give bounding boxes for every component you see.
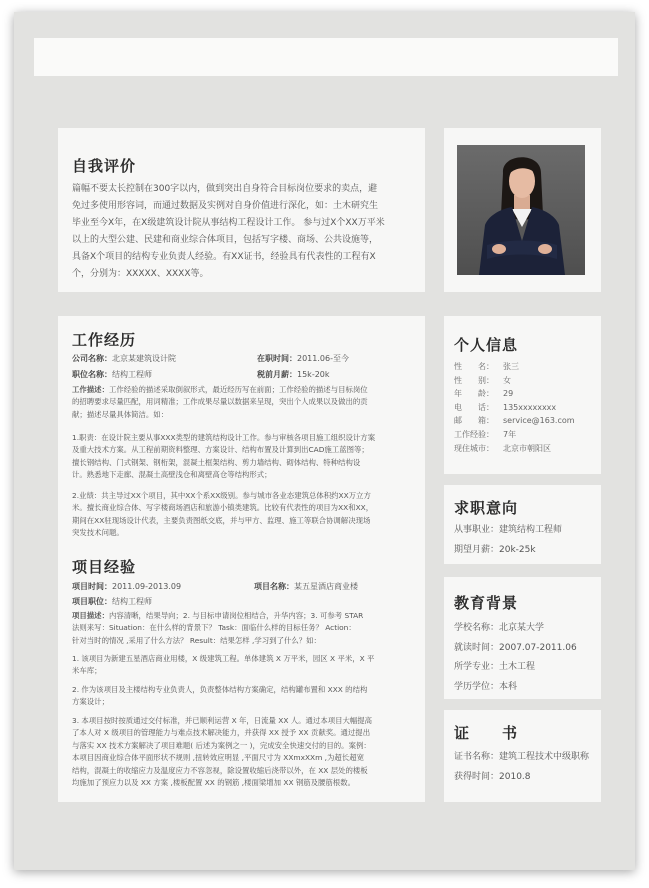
info-phone: 电 话： 135xxxxxxxx bbox=[454, 402, 557, 412]
item3-line: 了本人对 X 级项目的管理能力与难点技术解决能力，并获得 XX 授予 XX 贡献奖。通过提出 bbox=[72, 728, 371, 738]
job-intention-title: 求职意向 bbox=[454, 499, 519, 517]
project-name-label: 项目名称： bbox=[254, 582, 294, 591]
duty-line: 及重大技术方案。从工程前期资料整理、方案设计、结构布置及计算到出CAD施工蓝图等； bbox=[72, 445, 369, 455]
project-role-label: 项目职位： bbox=[72, 597, 112, 606]
edu-major: 所学专业：土木工程 bbox=[454, 662, 536, 672]
info-city: 现住城市： 北京市朝阳区 bbox=[454, 443, 551, 453]
project-title: 项目经验 bbox=[72, 558, 137, 576]
item3-line: 本项目因商业综合体平面形状不规则 ,扭转效应明显 ,平面尺寸为 XXmxXXm ,为超长超宽 bbox=[72, 753, 364, 763]
project-item-1 bbox=[72, 653, 417, 678]
self-eval-line: 篇幅不要太长控制在300字以内，做到突出自身符合目标岗位要求的卖点，避 bbox=[72, 184, 378, 194]
info-email: 邮 箱： service@163.com bbox=[454, 416, 575, 426]
personal-info-card bbox=[444, 316, 601, 474]
item1-line: 1. 该项目为新建五星酒店商业用楼，X 级建筑工程。单体建筑 X 万平米，园区 X 平米，X 平 bbox=[72, 654, 375, 663]
self-eval-line: 以上的大型公建、民建和商业综合体项目，包括写字楼、商场、公共设施等， bbox=[72, 235, 379, 245]
work-position bbox=[72, 369, 152, 380]
result-line: 2.业绩：共主导过XX个项目，其中XX个系XX级别。参与城市各业态建筑总体积约XX万立方 bbox=[72, 491, 371, 500]
project-time-label: 项目时间： bbox=[72, 582, 112, 591]
project-description bbox=[72, 610, 417, 647]
cert-date: 获得时间：2010.8 bbox=[454, 771, 531, 782]
intent-occupation: 从事职业：建筑结构工程师 bbox=[454, 525, 563, 535]
self-eval-line: 个，分别为：XXXXX、XXXX等。 bbox=[72, 269, 209, 279]
experience-card bbox=[58, 316, 425, 802]
info-name: 性 名： 张三 bbox=[454, 362, 519, 371]
work-description bbox=[72, 384, 417, 421]
result-line: 米。擅长商业综合体、写字楼商场酒店和旅游小镇类建筑。比较有代表性的项目为XX和XX， bbox=[72, 503, 374, 513]
duty-line: 计。熟悉地下走廊、混凝土高壁浅仓和离壁高仓等结构形式； bbox=[72, 470, 272, 480]
project-desc-line: 内容清晰，结果导向；2. 与目标申请岗位相结合，升华内容；3. 可参考 STAR bbox=[108, 611, 364, 620]
cert-name: 证书名称：建筑工程技术中级职称 bbox=[454, 752, 590, 762]
self-evaluation-title: 自我评价 bbox=[72, 157, 137, 175]
education-title: 教育背景 bbox=[454, 594, 519, 612]
project-name bbox=[254, 581, 358, 592]
project-desc-line: 针对当时的情况 ,采用了什么方法？ Result：结果怎样 ,学习到了什么？如： bbox=[72, 635, 321, 645]
time-value: 2011.06-至今 bbox=[297, 354, 349, 363]
duty-line: 擅长钢结构、门式钢架、钢桁架，混凝土框架结构、剪力墙结构、砌体结构、特种结构设 bbox=[72, 457, 361, 467]
header-bar bbox=[34, 38, 618, 76]
work-desc-label: 工作描述： bbox=[72, 385, 109, 394]
edu-school: 学校名称：北京某大学 bbox=[454, 623, 545, 633]
self-eval-line: 毕业至今X年，在X级建筑设计院从事结构工程设计工作。 参与过X个XX万平米 bbox=[72, 218, 385, 228]
item3-line: 结构，混凝土的收缩应力及温度应力不容忽视，除设置收缩后浇带以外，在 XX 层处的楼板 bbox=[72, 765, 368, 775]
personal-info-title: 个人信息 bbox=[454, 336, 519, 354]
project-desc-line: 法则来写：Situation：在什么样的背景下？ Task：面临什么样的目标任务？ Action： bbox=[72, 623, 356, 633]
item2-line: 2. 作为该项目及主楼结构专业负责人，负责整体结构方案确定，结构罐布置和 XXX 的结构 bbox=[72, 685, 368, 694]
company-label: 公司名称： bbox=[72, 354, 112, 363]
salary-label: 税前月薪： bbox=[257, 370, 297, 379]
result-line: 突发技术问题。 bbox=[72, 528, 124, 538]
project-time-value: 2011.09-2013.09 bbox=[112, 582, 182, 591]
salary-value: 15k-20k bbox=[297, 370, 330, 379]
project-item-2 bbox=[72, 684, 417, 709]
work-results bbox=[72, 490, 417, 540]
item2-line: 方案设计； bbox=[72, 697, 109, 707]
project-role-value: 结构工程师 bbox=[112, 597, 152, 606]
edu-period: 就读时间：2007.07-2011.06 bbox=[454, 642, 577, 653]
work-salary bbox=[257, 369, 330, 380]
result-line: 期间在XX驻现场设计代表，主要负责图纸交底，并与甲方、监理、施工等联合协调解决现场 bbox=[72, 515, 371, 525]
info-gender: 性 别： 女 bbox=[454, 375, 511, 385]
self-eval-line: 免过多使用形容词，而通过数据及实例对自身价值进行深化，如：土木研究生 bbox=[72, 201, 379, 211]
work-desc-line: 工作经验的描述采取倒叙形式，最近经历写在前面；工作经验的描述与目标岗位 bbox=[108, 385, 368, 394]
item3-line: 均施加了预应力以及 XX 方案 ,楼板配置 XX 的钢筋 ,楼面梁增加 XX 钢筋及腰筋根数。 bbox=[72, 778, 355, 788]
work-duties bbox=[72, 432, 417, 482]
project-name-value: 某五星酒店商业楼 bbox=[294, 582, 358, 591]
position-label: 职位名称： bbox=[72, 370, 112, 379]
work-desc-line: 的招聘要求尽量匹配，用词精准；工作成果尽量以数据来呈现，突出个人成果以及做出的贡 bbox=[72, 397, 368, 407]
project-desc-label: 项目描述： bbox=[72, 611, 109, 620]
item3-line: 与落实 XX 技术方案解决了项目难题( 后述为案例之一 )，完成安全快速交付的目的。案例： bbox=[72, 740, 371, 750]
position-value: 结构工程师 bbox=[112, 370, 152, 379]
work-time bbox=[257, 353, 349, 364]
company-value: 北京某建筑设计院 bbox=[112, 354, 176, 363]
time-label: 在职时间： bbox=[257, 354, 297, 363]
certificate-title: 证 书 bbox=[454, 724, 519, 742]
profile-photo bbox=[457, 145, 585, 275]
project-item-3 bbox=[72, 715, 417, 789]
work-desc-line: 献；描述尽量具体简洁。如： bbox=[72, 409, 169, 419]
info-age: 年 龄： 29 bbox=[454, 389, 514, 399]
item1-line: 米车库； bbox=[72, 666, 102, 676]
info-experience: 工作经验： 7年 bbox=[454, 429, 517, 439]
intent-salary: 期望月薪：20k-25k bbox=[454, 544, 536, 555]
duty-line: 1.职责：在设计院主要从事XXX类型的建筑结构设计工作。参与审核各项目施工组织设计方案 bbox=[72, 433, 376, 442]
project-time bbox=[72, 581, 181, 592]
self-evaluation-card bbox=[58, 128, 425, 292]
edu-degree: 学历学位：本科 bbox=[454, 681, 518, 692]
job-intention-card bbox=[444, 485, 601, 564]
certificate-card bbox=[444, 710, 601, 802]
work-title: 工作经历 bbox=[72, 331, 137, 349]
education-card bbox=[444, 577, 601, 699]
item3-line: 3. 本项目按时按质通过交付标准，并已顺利运营 X 年，日流量 XX 人。通过本项目大幅提高 bbox=[72, 716, 373, 725]
work-company bbox=[72, 353, 176, 364]
project-role bbox=[72, 596, 152, 607]
self-eval-line: 具备X个项目的结构专业负责人经验。有XX证书，经验具有代表性的工程有X bbox=[72, 252, 376, 262]
